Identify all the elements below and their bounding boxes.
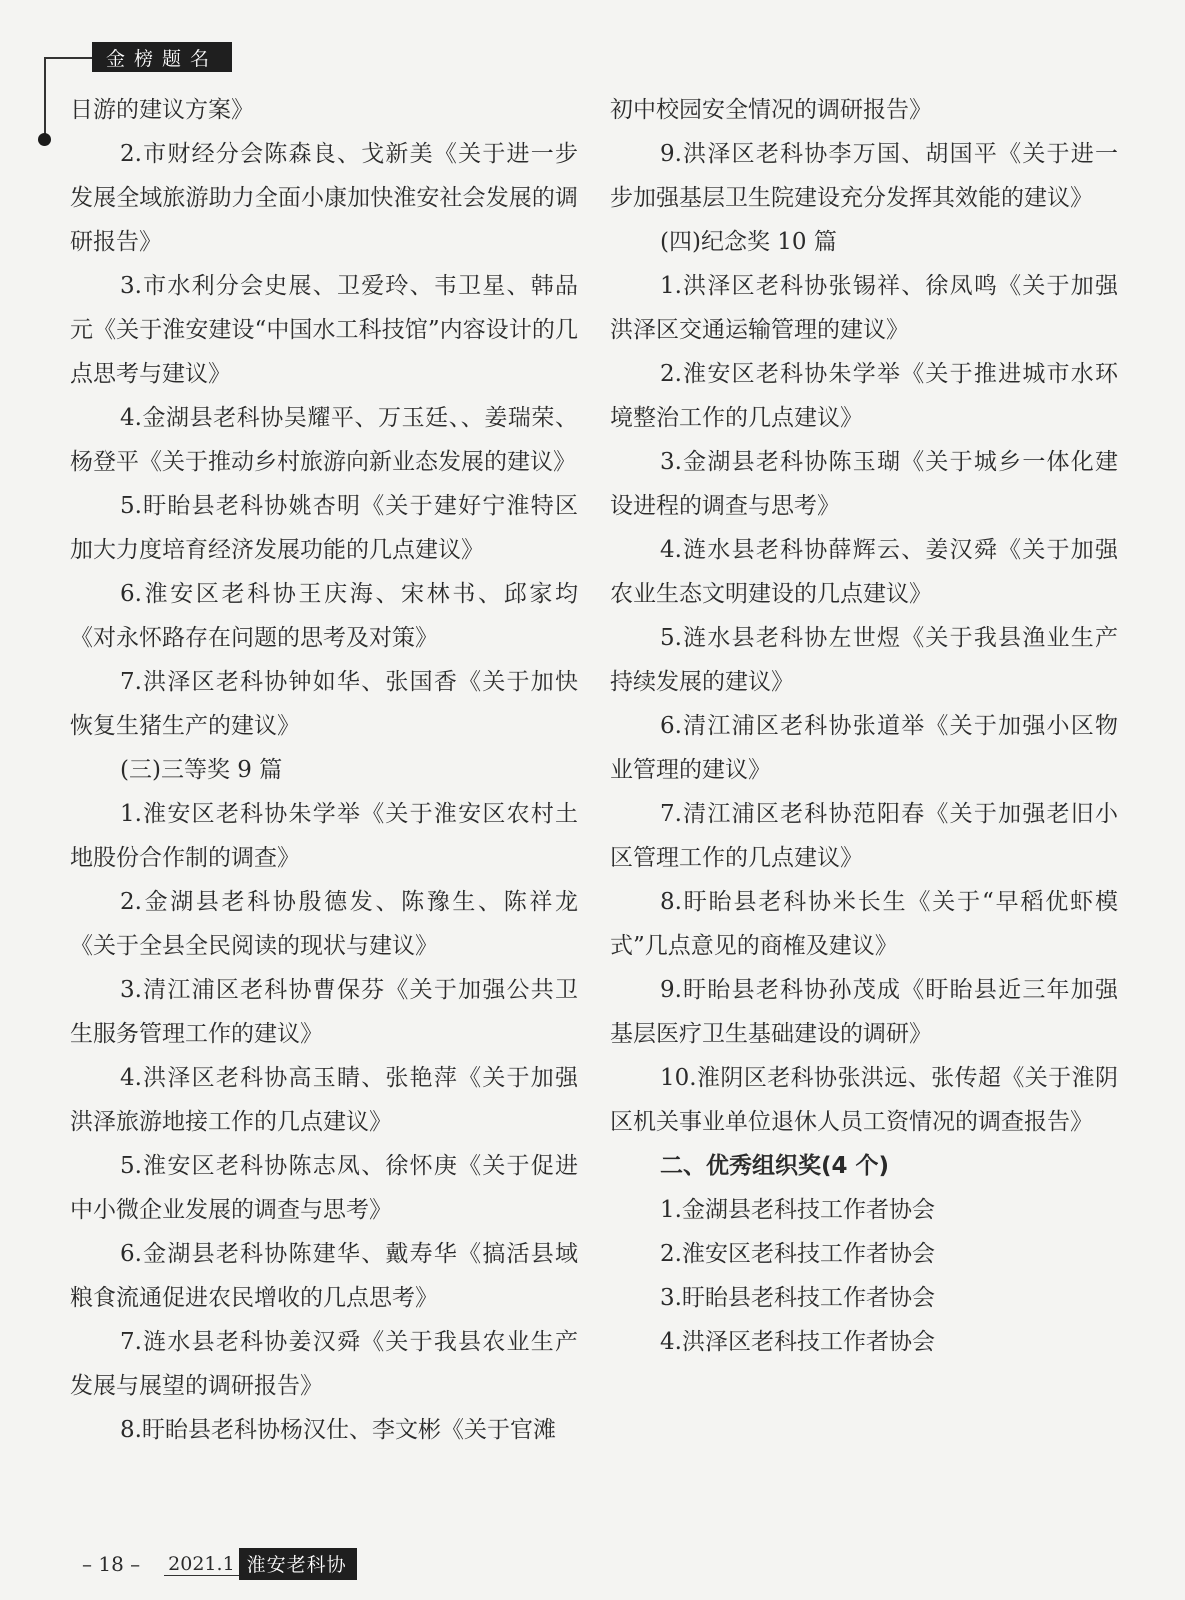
paragraph: 5.淮安区老科协陈志凤、徐怀庚《关于促进中小微企业发展的调查与思考》 — [70, 1153, 578, 1223]
paragraph: 3.市水利分会史展、卫爱玲、韦卫星、韩品元《关于淮安建设“中国水工科技馆”内容设计的几点思考与建议》 — [70, 273, 578, 387]
paragraph: 4.涟水县老科协薛辉云、姜汉舜《关于加强农业生态文明建设的几点建议》 — [610, 537, 1118, 607]
issue-number: 2021.1 — [164, 1553, 238, 1576]
paragraph: 2.淮安区老科协朱学举《关于推进城市水环境整治工作的几点建议》 — [610, 361, 1118, 431]
paragraph: 4.洪泽区老科协高玉睛、张艳萍《关于加强洪泽旅游地接工作的几点建议》 — [70, 1065, 578, 1135]
header-bullet-dot — [38, 133, 51, 146]
paragraph: 5.涟水县老科协左世煜《关于我县渔业生产持续发展的建议》 — [610, 625, 1118, 695]
paragraph: 二、优秀组织奖(4 个) — [660, 1153, 890, 1179]
paragraph: 2.淮安区老科技工作者协会 — [660, 1241, 935, 1267]
paragraph: 7.涟水县老科协姜汉舜《关于我县农业生产发展与展望的调研报告》 — [70, 1329, 578, 1399]
left-column — [70, 88, 578, 1452]
paragraph: 7.洪泽区老科协钟如华、张国香《关于加快恢复生猪生产的建议》 — [70, 669, 578, 739]
paragraph: 3.清江浦区老科协曹保芬《关于加强公共卫生服务管理工作的建议》 — [70, 977, 578, 1047]
paragraph: 1.淮安区老科协朱学举《关于淮安区农村土地股份合作制的调查》 — [70, 801, 578, 871]
paragraph: 4.金湖县老科协吴耀平、万玉廷、、姜瑞荣、杨登平《关于推动乡村旅游向新业态发展的建议》 — [70, 405, 578, 475]
paragraph: 1.金湖县老科技工作者协会 — [660, 1197, 935, 1223]
paragraph: (四)纪念奖 10 篇 — [660, 229, 837, 255]
paragraph: 7.清江浦区老科协范阳春《关于加强老旧小区管理工作的几点建议》 — [610, 801, 1118, 871]
header-bracket-line — [44, 57, 92, 59]
section-title-badge: 金榜题名 — [92, 42, 232, 72]
paragraph: 3.金湖县老科协陈玉瑚《关于城乡一体化建设进程的调查与思考》 — [610, 449, 1118, 519]
paragraph: (三)三等奖 9 篇 — [120, 757, 283, 783]
paragraph: 9.洪泽区老科协李万国、胡国平《关于进一步加强基层卫生院建设充分发挥其效能的建议》 — [610, 141, 1118, 211]
paragraph: 5.盱眙县老科协姚杏明《关于建好宁淮特区加大力度培育经济发展功能的几点建议》 — [70, 493, 578, 563]
paragraph: 3.盱眙县老科技工作者协会 — [660, 1285, 935, 1311]
paragraph: 8.盱眙县老科协杨汉仕、李文彬《关于官滩 — [120, 1417, 556, 1443]
paragraph: 初中校园安全情况的调研报告》 — [610, 97, 932, 123]
paragraph: 6.清江浦区老科协张道举《关于加强小区物业管理的建议》 — [610, 713, 1118, 783]
paragraph: 1.洪泽区老科协张锡祥、徐凤鸣《关于加强洪泽区交通运输管理的建议》 — [610, 273, 1118, 343]
paragraph: 6.金湖县老科协陈建华、戴寿华《搞活县域粮食流通促进农民增收的几点思考》 — [70, 1241, 578, 1311]
header-bracket-vertical — [44, 57, 46, 139]
paragraph: 9.盱眙县老科协孙茂成《盱眙县近三年加强基层医疗卫生基础建设的调研》 — [610, 977, 1118, 1047]
page-footer — [82, 1548, 357, 1580]
paragraph: 日游的建议方案》 — [70, 97, 254, 123]
publication-name: 淮安老科协 — [239, 1548, 357, 1580]
paragraph: 6.淮安区老科协王庆海、宋林书、邱家均《对永怀路存在问题的思考及对策》 — [70, 581, 578, 651]
paragraph: 4.洪泽区老科技工作者协会 — [660, 1329, 935, 1355]
page-number: – 18 – — [82, 1552, 141, 1576]
paragraph: 10.淮阴区老科协张洪远、张传超《关于淮阴区机关事业单位退休人员工资情况的调查报告》 — [610, 1065, 1118, 1135]
paragraph: 2.金湖县老科协殷德发、陈豫生、陈祥龙《关于全县全民阅读的现状与建议》 — [70, 889, 578, 959]
right-column — [610, 88, 1118, 1364]
paragraph: 8.盱眙县老科协米长生《关于“早稻优虾模式”几点意见的商榷及建议》 — [610, 889, 1118, 959]
paragraph: 2.市财经分会陈森良、戈新美《关于进一步发展全域旅游助力全面小康加快淮安社会发展的调研报告》 — [70, 141, 578, 255]
